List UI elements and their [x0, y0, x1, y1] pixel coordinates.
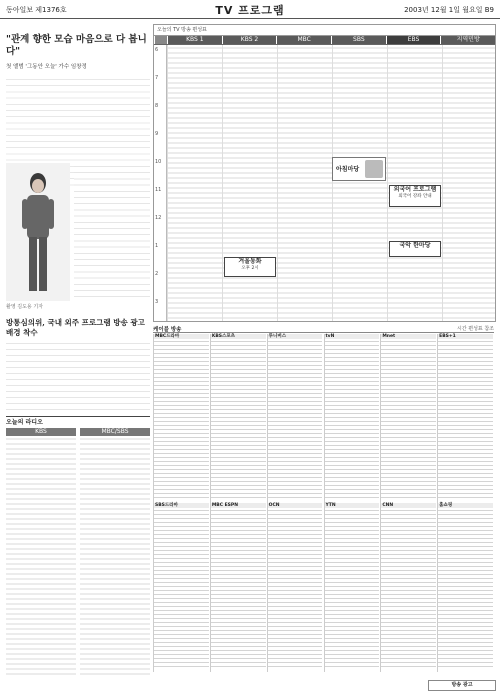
hour-label: 2 — [155, 271, 159, 277]
cable-program-lines — [325, 508, 380, 669]
radio-program-lines — [80, 436, 150, 676]
channel-header-ebs: EBS — [386, 36, 441, 44]
highlight-sub: 오후 2시 — [241, 266, 259, 271]
cable-channel-name: SBS드라마 — [154, 503, 209, 508]
cable-program-lines — [211, 339, 266, 500]
hour-label: 11 — [155, 187, 162, 193]
cable-channel-block — [381, 503, 436, 669]
cable-channel-block — [325, 503, 380, 669]
highlight-title: 겨울동화 — [225, 258, 275, 266]
cable-channel-block — [154, 503, 209, 669]
channel-column-local — [442, 45, 495, 321]
cable-channel-block — [154, 334, 209, 500]
cable-listings — [153, 334, 494, 672]
highlight-box — [389, 185, 441, 207]
cable-column — [324, 334, 380, 672]
channel-column-mbc — [277, 45, 332, 321]
cable-channel-block — [438, 334, 493, 500]
channel-column-kbs1 — [167, 45, 222, 321]
cable-channel-name: CNN — [381, 503, 436, 508]
tv-schedule-grid — [153, 24, 496, 322]
channel-header-kbs1: KBS 1 — [167, 36, 222, 44]
cable-channel-block — [268, 334, 323, 500]
cable-section-header — [153, 324, 494, 333]
cable-program-lines — [154, 339, 209, 500]
feature-article — [6, 24, 150, 186]
hour-label: 10 — [155, 159, 162, 165]
cable-channel-name: EBS+1 — [438, 334, 493, 339]
cable-program-lines — [325, 339, 380, 500]
channel-header-row — [154, 36, 495, 45]
radio-listings — [6, 428, 150, 678]
radio-station-block — [80, 428, 150, 678]
cable-program-lines — [438, 339, 493, 500]
cable-channel-name: tvN — [325, 334, 380, 339]
hour-label: 7 — [155, 75, 159, 81]
hour-label: 9 — [155, 131, 159, 137]
cable-title: 케이블 방송 — [153, 327, 182, 333]
cable-column — [210, 334, 266, 672]
channel-column-sbs — [332, 45, 387, 321]
second-body-text — [6, 340, 150, 410]
feature-side-text — [74, 163, 150, 301]
channel-column-kbs2 — [222, 45, 277, 321]
cable-channel-name: MBC ESPN — [211, 503, 266, 508]
highlight-box — [389, 241, 441, 257]
channel-column-ebs — [387, 45, 442, 321]
radio-station-block — [6, 428, 76, 678]
cable-program-lines — [211, 508, 266, 669]
cable-channel-block — [211, 334, 266, 500]
cable-channel-block — [325, 334, 380, 500]
highlight-title: 외국어 프로그램 — [390, 186, 440, 194]
cable-channel-name: OCN — [268, 503, 323, 508]
radio-station-name: MBC/SBS — [80, 428, 150, 436]
radio-section-title: 오늘의 라디오 — [6, 416, 150, 427]
hour-header — [154, 36, 167, 44]
cable-column — [267, 334, 323, 672]
cable-channel-name: KBS스포츠 — [211, 334, 266, 339]
singer-photo-icon — [20, 171, 56, 295]
cable-channel-block — [268, 503, 323, 669]
cable-channel-block — [211, 503, 266, 669]
channel-header-kbs2: KBS 2 — [222, 36, 277, 44]
second-headline: 방통심의위, 국내 외주 프로그램 방송 광고 배경 착수 — [6, 318, 145, 337]
hour-label: 12 — [155, 215, 162, 221]
cable-channel-name: MBC드라마 — [154, 334, 209, 339]
paper-name: 동아일보 제1376호 — [6, 6, 67, 14]
highlight-title: 국악 한마당 — [390, 242, 440, 250]
cable-channel-block — [381, 334, 436, 500]
channel-header-sbs: SBS — [331, 36, 386, 44]
feature-headline: "관계 향한 모습 마음으로 다 봅니다" — [6, 34, 147, 57]
cable-program-lines — [268, 508, 323, 669]
page-date: 2003년 12월 1일 월요일 B9 — [404, 6, 494, 14]
cable-program-lines — [268, 339, 323, 500]
program-inset — [332, 157, 386, 181]
cable-channel-name: 홈쇼핑 — [438, 503, 493, 508]
cable-column — [380, 334, 436, 672]
schedule-body — [154, 45, 495, 321]
channel-header-mbc: MBC — [276, 36, 331, 44]
highlight-sub: 외국어 강좌 안내 — [398, 194, 432, 199]
section-title: TV 프로그램 — [215, 4, 285, 17]
cable-program-lines — [381, 339, 436, 500]
hour-label: 3 — [155, 299, 159, 305]
hour-label: 8 — [155, 103, 159, 109]
feature-subheadline: 첫 앨범 '그동안 오늘' 가수 임창정 — [6, 64, 87, 70]
cable-column — [437, 334, 493, 672]
highlight-box — [224, 257, 276, 277]
inset-label: 아침마당 — [336, 166, 360, 173]
cable-program-lines — [438, 508, 493, 669]
cable-column — [153, 334, 209, 672]
cable-channel-name: YTN — [325, 503, 380, 508]
cable-channel-name: 투니버스 — [268, 334, 323, 339]
grid-top-note: 오늘의 TV 방송 편성표 — [154, 25, 495, 36]
photo-caption: 촬영 김도용 기자 — [6, 304, 43, 310]
radio-station-name: KBS — [6, 428, 76, 436]
cable-channel-block — [438, 503, 493, 669]
ad-box: 방송 광고 — [428, 680, 496, 691]
program-thumbnail-icon — [365, 160, 383, 178]
page-header — [0, 0, 500, 19]
channel-header-local: 지역민방 — [440, 36, 495, 44]
hour-label: 6 — [155, 47, 159, 53]
cable-note: 시간 편성표 참조 — [457, 326, 494, 332]
cable-channel-name: Mnet — [381, 334, 436, 339]
hour-label: 1 — [155, 243, 159, 249]
hour-column — [154, 45, 167, 321]
cable-program-lines — [154, 508, 209, 669]
feature-photo — [6, 163, 70, 301]
radio-program-lines — [6, 436, 76, 676]
cable-program-lines — [381, 508, 436, 669]
